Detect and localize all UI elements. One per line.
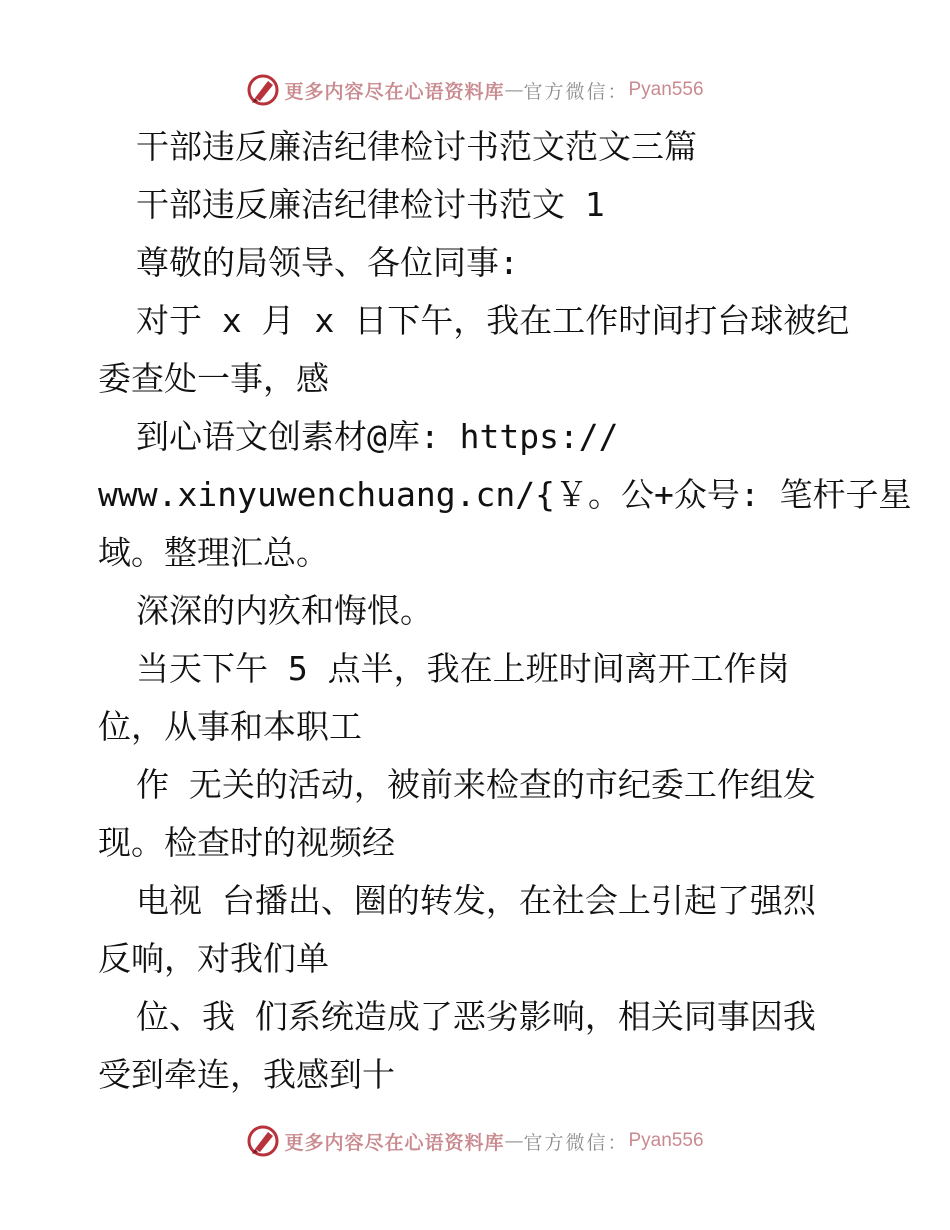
document-body bbox=[98, 118, 912, 1104]
banner-dash: — bbox=[504, 79, 524, 101]
text-line: 作 无关的活动，被前来检查的市纪委工作组发 bbox=[136, 765, 816, 804]
salutation: 尊敬的局领导、各位同事: bbox=[136, 243, 519, 282]
text-line: 受到牵连，我感到十 bbox=[98, 1055, 395, 1094]
text-line: 域。整理汇总。 bbox=[98, 533, 329, 572]
text-line: 现。检查时的视频经 bbox=[98, 823, 395, 862]
text-line: 当天下午 5 点半，我在上班时间离开工作岗 bbox=[136, 649, 790, 688]
pen-logo-icon bbox=[246, 1124, 280, 1158]
text-line: 位、我 们系统造成了恶劣影响，相关同事因我 bbox=[136, 997, 816, 1036]
banner-main-text: 更多内容尽在心语资料库 bbox=[284, 80, 505, 103]
text-line: 反响，对我们单 bbox=[98, 939, 329, 978]
text-line: 对于 x 月 x 日下午，我在工作时间打台球被纪 bbox=[136, 301, 850, 340]
banner-official-label: 官方微信： bbox=[523, 1131, 629, 1154]
text-line: 到心语文创素材@库: https:// bbox=[136, 417, 619, 456]
banner-wechat-id: Pyan556 bbox=[628, 79, 704, 100]
document-title: 干部违反廉洁纪律检讨书范文范文三篇 bbox=[136, 127, 697, 166]
text-line: 深深的内疚和悔恨。 bbox=[136, 591, 433, 630]
banner-dash: — bbox=[504, 1130, 524, 1152]
text-line: www.xinyuwenchuang.cn/{￥。公+众号: 笔杆子星 bbox=[98, 475, 912, 514]
banner-main-text: 更多内容尽在心语资料库 bbox=[284, 1131, 505, 1154]
text-line: 电视 台播出、圈的转发，在社会上引起了强烈 bbox=[136, 881, 816, 920]
footer-banner bbox=[0, 1121, 950, 1161]
banner-wechat-id: Pyan556 bbox=[628, 1130, 704, 1151]
text-line: 委查处一事，感 bbox=[98, 359, 329, 398]
text-line: 位，从事和本职工 bbox=[98, 707, 362, 746]
banner-official-label: 官方微信： bbox=[523, 80, 629, 103]
header-banner bbox=[0, 70, 950, 110]
pen-logo-icon bbox=[246, 73, 280, 107]
document-subtitle: 干部违反廉洁纪律检讨书范文 1 bbox=[136, 185, 605, 224]
